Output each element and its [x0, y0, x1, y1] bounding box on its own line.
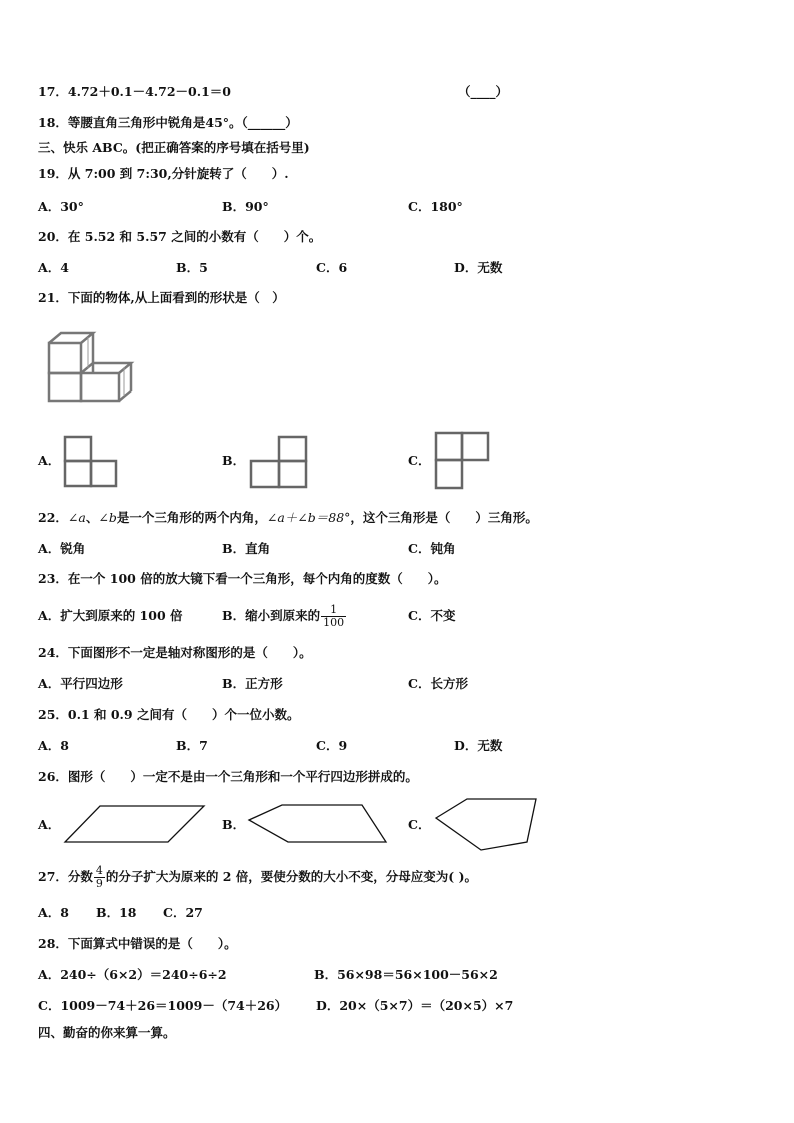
q28-stem: 28．下面算式中错误的是（ ）。: [38, 936, 237, 951]
q27-option-a[interactable]: A．8: [38, 905, 69, 920]
q27-fraction-numerator: 4: [95, 864, 103, 877]
section3-title: 三、快乐 ABC。(把正确答案的序号填在括号里): [38, 140, 310, 155]
q26-option-c-pentagon: [435, 798, 539, 852]
q25-option-b[interactable]: B．7: [176, 738, 208, 753]
q26-option-b-pentagon: [248, 804, 390, 844]
q28-option-d[interactable]: D．20×（5×7）＝（20×5）×7: [316, 998, 514, 1013]
q19-option-c[interactable]: C．180°: [408, 199, 463, 214]
q20-option-a[interactable]: A．4: [38, 260, 69, 275]
q27-fraction: [94, 865, 105, 890]
q20-option-c[interactable]: C．6: [316, 260, 348, 275]
q23-fraction: [321, 604, 346, 629]
q22-option-a[interactable]: A．锐角: [38, 541, 86, 556]
q22-equation: ∠a＋∠b＝88°: [266, 510, 351, 525]
q17-text: 17．4.72＋0.1－4.72－0.1＝0: [38, 84, 231, 99]
q23-option-b-label: B．缩小到原来的: [222, 608, 321, 623]
q26-option-a[interactable]: A．: [38, 817, 61, 832]
q22-number: 22．: [38, 510, 68, 525]
q22-separator: 、: [85, 510, 99, 525]
q26-option-c[interactable]: C．: [408, 817, 431, 832]
q21-option-c-shape: [435, 432, 491, 490]
q27-option-b[interactable]: B．18: [96, 905, 137, 920]
q17-answer-blank[interactable]: （____）: [458, 84, 509, 99]
q22-stem: [38, 510, 538, 526]
q27-stem-suffix: 的分子扩大为原来的 2 倍，要使分数的大小不变，分母应变为( )。: [105, 869, 477, 884]
q27-stem-prefix: 27．分数: [38, 869, 93, 884]
q21-stem: 21．下面的物体,从上面看到的形状是（ ）: [38, 290, 285, 305]
q20-stem: 20．在 5.52 和 5.57 之间的小数有（ ）个。: [38, 229, 322, 244]
q27-stem: [38, 860, 477, 894]
q23-option-b[interactable]: [222, 599, 347, 633]
q28-option-b[interactable]: B．56×98＝56×100－56×2: [314, 967, 498, 982]
q20-option-d[interactable]: D．无数: [454, 260, 503, 275]
q28-option-a[interactable]: A．240÷（6×2）＝240÷6÷2: [38, 967, 227, 982]
q25-option-a[interactable]: A．8: [38, 738, 69, 753]
q27-option-c[interactable]: C．27: [163, 905, 203, 920]
q22-angle-b: ∠b: [98, 510, 117, 525]
q19-stem: 19．从 7:00 到 7:30,分针旋转了（ ）.: [38, 166, 289, 181]
q23-fraction-numerator: 1: [321, 604, 346, 617]
q19-option-b[interactable]: B．90°: [222, 199, 269, 214]
q21-option-a[interactable]: A．: [38, 453, 61, 468]
section4-title: 四、勤奋的你来算一算。: [38, 1025, 176, 1040]
q22-option-b[interactable]: B．直角: [222, 541, 271, 556]
q23-stem: 23．在一个 100 倍的放大镜下看一个三角形，每个内角的度数（ ）。: [38, 571, 447, 586]
q23-fraction-denominator: 100: [323, 616, 345, 629]
q22-option-c[interactable]: C．钝角: [408, 541, 456, 556]
q24-option-c[interactable]: C．长方形: [408, 676, 468, 691]
q21-cubes-figure: [46, 330, 136, 405]
q21-option-b[interactable]: B．: [222, 453, 246, 468]
q23-option-c[interactable]: C．不变: [408, 608, 456, 623]
q22-angle-a: ∠a: [67, 510, 86, 525]
q26-option-a-parallelogram: [64, 804, 206, 844]
q22-stem-middle: 是一个三角形的两个内角，: [116, 510, 267, 525]
q25-option-c[interactable]: C．9: [316, 738, 348, 753]
q23-option-a[interactable]: A．扩大到原来的 100 倍: [38, 608, 183, 623]
q24-stem: 24．下面图形不一定是轴对称图形的是（ ）。: [38, 645, 312, 660]
q25-option-d[interactable]: D．无数: [454, 738, 503, 753]
q20-option-b[interactable]: B．5: [176, 260, 208, 275]
q21-option-c[interactable]: C．: [408, 453, 431, 468]
q27-fraction-denominator: 9: [95, 877, 103, 890]
q21-option-a-shape: [64, 436, 118, 488]
q21-option-b-shape: [250, 436, 308, 489]
q24-option-b[interactable]: B．正方形: [222, 676, 283, 691]
q19-option-a[interactable]: A．30°: [38, 199, 84, 214]
q26-option-b[interactable]: B．: [222, 817, 246, 832]
q24-option-a[interactable]: A．平行四边形: [38, 676, 123, 691]
q28-option-c[interactable]: C．1009－74＋26＝1009－（74＋26）: [38, 998, 288, 1013]
q26-stem: 26．图形（ ）一定不是由一个三角形和一个平行四边形拼成的。: [38, 769, 418, 784]
q25-stem: 25．0.1 和 0.9 之间有（ ）个一位小数。: [38, 707, 300, 722]
q22-stem-suffix: ，这个三角形是（ ）三角形。: [350, 510, 538, 525]
q18-text: 18．等腰直角三角形中锐角是45°。（______）: [38, 115, 298, 130]
